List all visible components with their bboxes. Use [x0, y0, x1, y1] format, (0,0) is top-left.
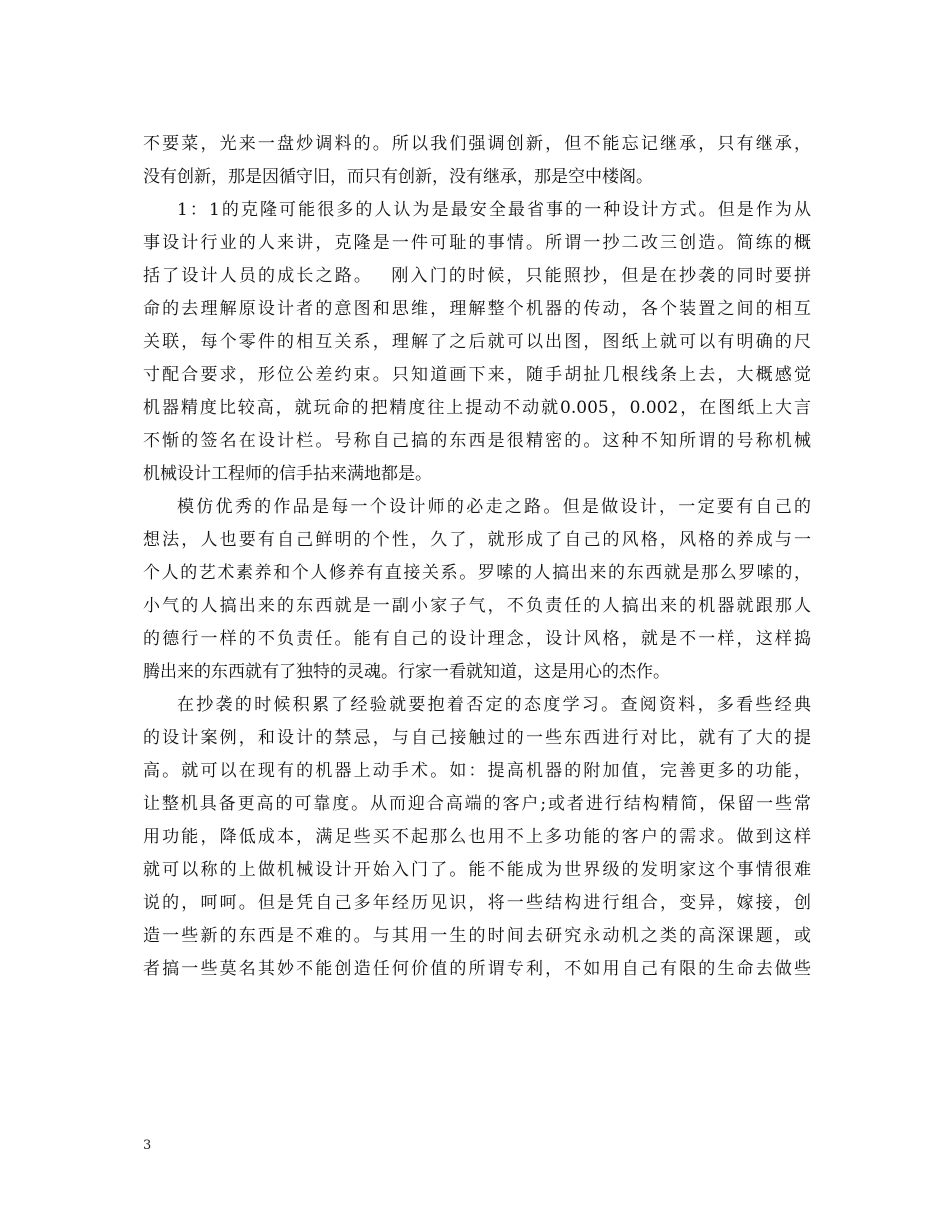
text-line: 没有创新，那是因循守旧，而只有创新，没有继承，那是空中楼阁。: [143, 167, 653, 187]
page-number: 3: [143, 1138, 152, 1153]
text-line: 小气的人搞出来的东西就是一副小家子气，不负责任的人搞出来的机器就跟那人: [143, 596, 811, 616]
text-line: 关联，每个零件的相互关系，理解了之后就可以出图，图纸上就可以有明确的尺: [143, 332, 811, 352]
text-line: 命的去理解原设计者的意图和思维，理解整个机器的传动，各个装置之间的相互: [143, 299, 811, 319]
text-line: 想法，人也要有自己鲜明的个性，久了，就形成了自己的风格，风格的养成与一: [143, 530, 811, 550]
text-line: 机器精度比较高，就玩命的把精度往上提动不动就0.005，0.002，在图纸上大言: [143, 398, 811, 418]
text-line: 用功能，降低成本，满足些买不起那么也用不上多功能的客户的需求。做到这样: [143, 827, 811, 847]
text-line: 说的，呵呵。但是凭自己多年经历见识，将一些结构进行组合，变异，嫁接，创: [143, 893, 811, 913]
text-line: 者搞一些莫名其妙不能创造任何价值的所谓专利，不如用自己有限的生命去做些: [143, 959, 811, 979]
text-line: 模仿优秀的作品是每一个设计师的必走之路。但是做设计，一定要有自己的: [177, 497, 811, 517]
text-line: 事设计行业的人来讲，克隆是一件可耻的事情。所谓一抄二改三创造。简练的概: [143, 233, 811, 253]
text-line: 括了设计人员的成长之路。 刚入门的时候，只能照抄，但是在抄袭的同时要拼: [143, 266, 811, 286]
text-line: 的设计案例，和设计的禁忌，与自己接触过的一些东西进行对比，就有了大的提: [143, 728, 811, 748]
text-line: 1：1的克隆可能很多的人认为是最安全最省事的一种设计方式。但是作为从: [177, 200, 811, 220]
text-line: 不惭的签名在设计栏。号称自己搞的东西是很精密的。这种不知所谓的号称机械: [143, 431, 811, 451]
text-line: 造一些新的东西是不难的。与其用一生的时间去研究永动机之类的高深课题，或: [143, 926, 811, 946]
text-line: 高。就可以在现有的机器上动手术。如：提高机器的附加值，完善更多的功能，: [143, 761, 811, 781]
text-line: 机械设计工程师的信手拈来满地都是。: [143, 464, 432, 484]
text-line: 让整机具备更高的可靠度。从而迎合高端的客户;或者进行结构精简，保留一些常: [143, 794, 811, 814]
text-line: 个人的艺术素养和个人修养有直接关系。罗嗦的人搞出来的东西就是那么罗嗦的，: [143, 563, 811, 583]
text-line: 的德行一样的不负责任。能有自己的设计理念，设计风格，就是不一样，这样捣: [143, 629, 811, 649]
body-text: [143, 128, 811, 986]
text-line: 腾出来的东西就有了独特的灵魂。行家一看就知道，这是用心的杰作。: [143, 662, 670, 682]
text-line: 在抄袭的时候积累了经验就要抱着否定的态度学习。查阅资料，多看些经典: [177, 695, 811, 715]
text-line: 不要菜，光来一盘炒调料的。所以我们强调创新，但不能忘记继承，只有继承，: [143, 134, 811, 154]
text-line: 就可以称的上做机械设计开始入门了。能不能成为世界级的发明家这个事情很难: [143, 860, 811, 880]
text-line: 寸配合要求，形位公差约束。只知道画下来，随手胡扯几根线条上去，大概感觉: [143, 365, 811, 385]
